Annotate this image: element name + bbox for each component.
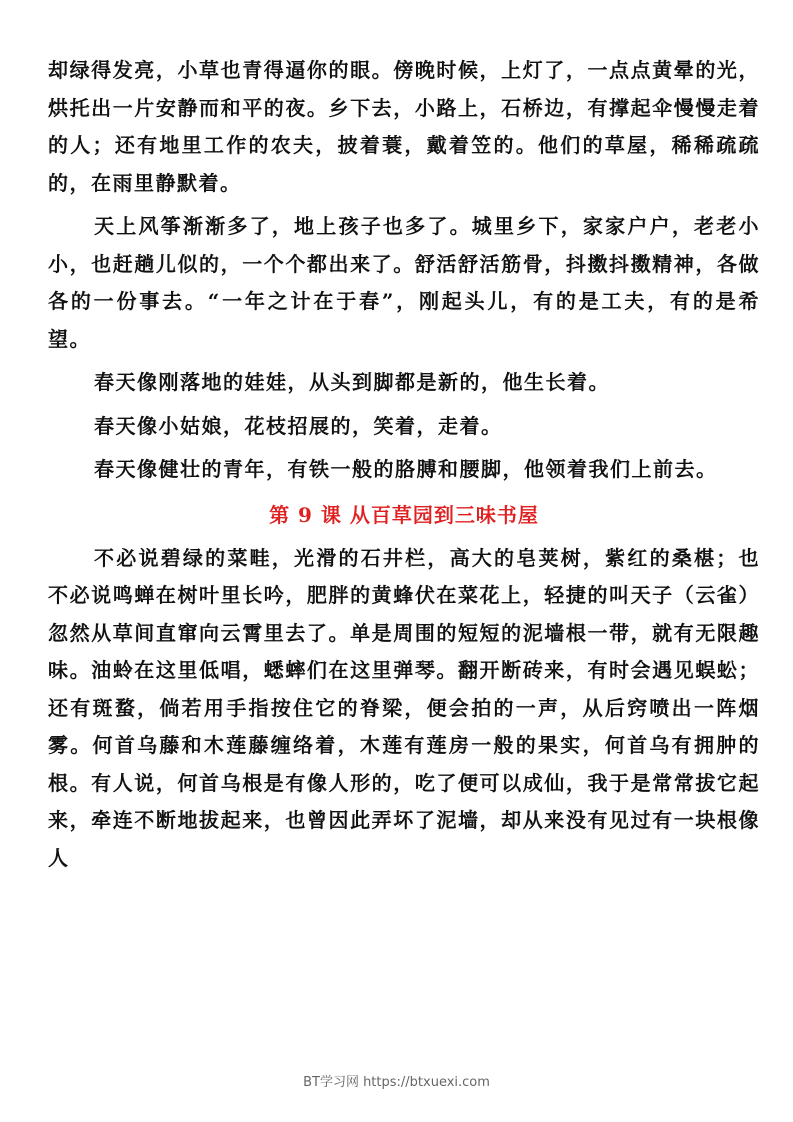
paragraph-baicaoyuan: 不必说碧绿的菜畦，光滑的石井栏，高大的皂荚树，紫红的桑椹；也不必说鸣蝉在树叶里长吟，肥胖的黄蜂伏在菜花上，轻捷的叫天子（云雀）忽然从草间直窜向云霄里去了。单是周围的短短的泥墙根一带，就有无限趣味。油蛉在这里低唱，蟋蟀们在这里弹琴。翻开断砖来，有时会遇见蜈蚣；还有斑蝥，倘若用手指按住它的脊梁，便会拍的一声，从后窍喷出一阵烟雾。何首乌藤和木莲藤缠络着，木莲有莲房一般的果实，何首乌有拥肿的根。有人说，何首乌根是有像人形的，吃了便可以成仙，我于是常常拔它起来，牵连不断地拔起来，也曾因此弄坏了泥墙，却从来没有见过有一块根像人: [48, 545, 760, 870]
paragraph-spring-girl: 春天像小姑娘，花枝招展的，笑着，走着。: [94, 413, 503, 438]
text-body: [48, 52, 760, 877]
lesson-heading: 第 9 课 从百草园到三味书屋: [269, 502, 539, 527]
paragraph-spring-baby: 春天像刚落地的娃娃，从头到脚都是新的，他生长着。: [94, 370, 610, 394]
paragraph-kites: 天上风筝渐渐多了，地上孩子也多了。城里乡下，家家户户，老老小小，也赶趟儿似的，一个个都出来了。舒活舒活筋骨，抖擞抖擞精神，各做各的一份事去。“一年之计在于春”，刚起头儿，有的是工夫，有的是希望。: [48, 214, 760, 351]
paragraph-spring-youth: 春天像健壮的青年，有铁一般的胳膊和腰脚，他领着我们上前去。: [94, 457, 718, 481]
page-footer: BT学习网 https://btxuexi.com: [303, 1075, 490, 1090]
paragraph-rain-evening: 却绿得发亮，小草也青得逼你的眼。傍晚时候，上灯了，一点点黄晕的光，烘托出一片安静而和平的夜。乡下去，小路上，石桥边，有撑起伞慢慢走着的人；还有地里工作的农夫，披着蓑，戴着笠的。他们的草屋，稀稀疏疏的，在雨里静默着。: [48, 58, 760, 195]
